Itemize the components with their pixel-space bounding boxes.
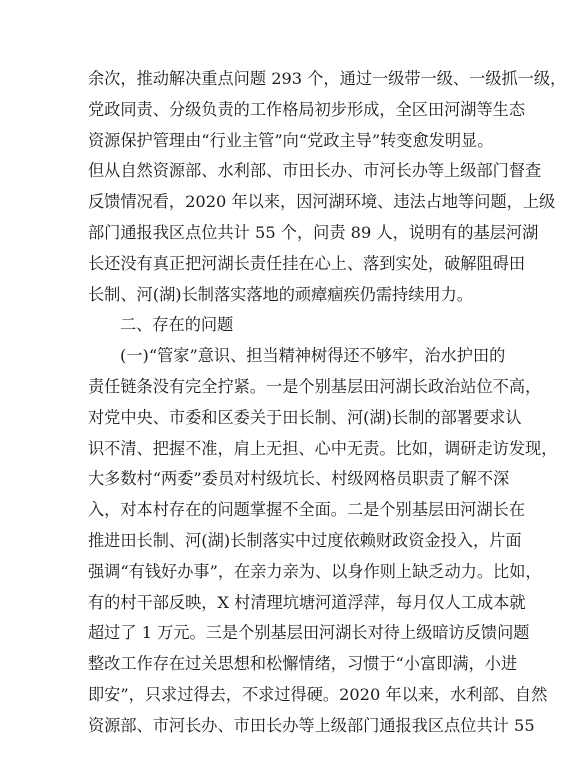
section-heading: 二、存在的问题 xyxy=(120,315,234,335)
body-line: 大多数村“两委”委员对村级坑长、村级网格员职责了解不深 xyxy=(88,469,510,489)
body-line: 责任链条没有完全拧紧。一是个别基层田河湖长政治站位不高， xyxy=(88,376,542,396)
document-body xyxy=(88,64,567,742)
body-line: 超过了 1 万元。三是个别基层田河湖长对待上级暗访反馈问题 xyxy=(88,623,530,643)
body-line: 资源部、市河长办、市田长办等上级部门通报我区点位共计 55 xyxy=(88,715,535,735)
body-line: 资源保护管理由“行业主管”向“党政主导”转变愈发明显。 xyxy=(88,130,494,150)
body-line: 长制、河(湖)长制落实落地的顽瘴痼疾仍需持续用力。 xyxy=(88,284,473,304)
body-line: 整改工作存在过关思想和松懈情绪，习惯于“小富即满，小进 xyxy=(88,654,518,674)
body-line: 强调“有钱好办事”，在亲力亲为、以身作则上缺乏动力。比如， xyxy=(88,561,542,581)
body-line: 入，对本村存在的问题掌握不全面。二是个别基层田河湖长在 xyxy=(88,500,526,520)
body-line: 但从自然资源部、水利部、市田长办、市河长办等上级部门督查 xyxy=(88,161,542,181)
body-line: 反馈情况看，2020 年以来，因河湖环境、违法占地等问题，上级 xyxy=(88,192,556,212)
body-line: 长还没有真正把河湖长责任挂在心上、落到实处，破解阻碍田 xyxy=(88,253,526,273)
body-line: 对党中央、市委和区委关于田长制、河(湖)长制的部署要求认 xyxy=(88,407,522,427)
body-line: 识不清、把握不准，肩上无担、心中无责。比如，调研走访发现， xyxy=(88,438,558,458)
body-line: 党政同责、分级负责的工作格局初步形成，全区田河湖等生态 xyxy=(88,99,526,119)
body-line: 有的村干部反映，X 村清理坑塘河道浮萍，每月仅人工成本就 xyxy=(88,592,526,612)
body-line: 部门通报我区点位共计 55 个，问责 89 人，说明有的基层河湖 xyxy=(88,222,539,242)
body-line: 即安”，只求过得去，不求过得硬。2020 年以来，水利部、自然 xyxy=(88,684,548,704)
body-line: 余次，推动解决重点问题 293 个，通过一级带一级、一级抓一级， xyxy=(88,69,567,88)
subsection-heading: (一)“管家”意识、担当精神树得还不够牢，治水护田的 xyxy=(120,346,506,366)
body-line: 推进田长制、河(湖)长制落实中过度依赖财政资金投入，片面 xyxy=(88,530,522,550)
